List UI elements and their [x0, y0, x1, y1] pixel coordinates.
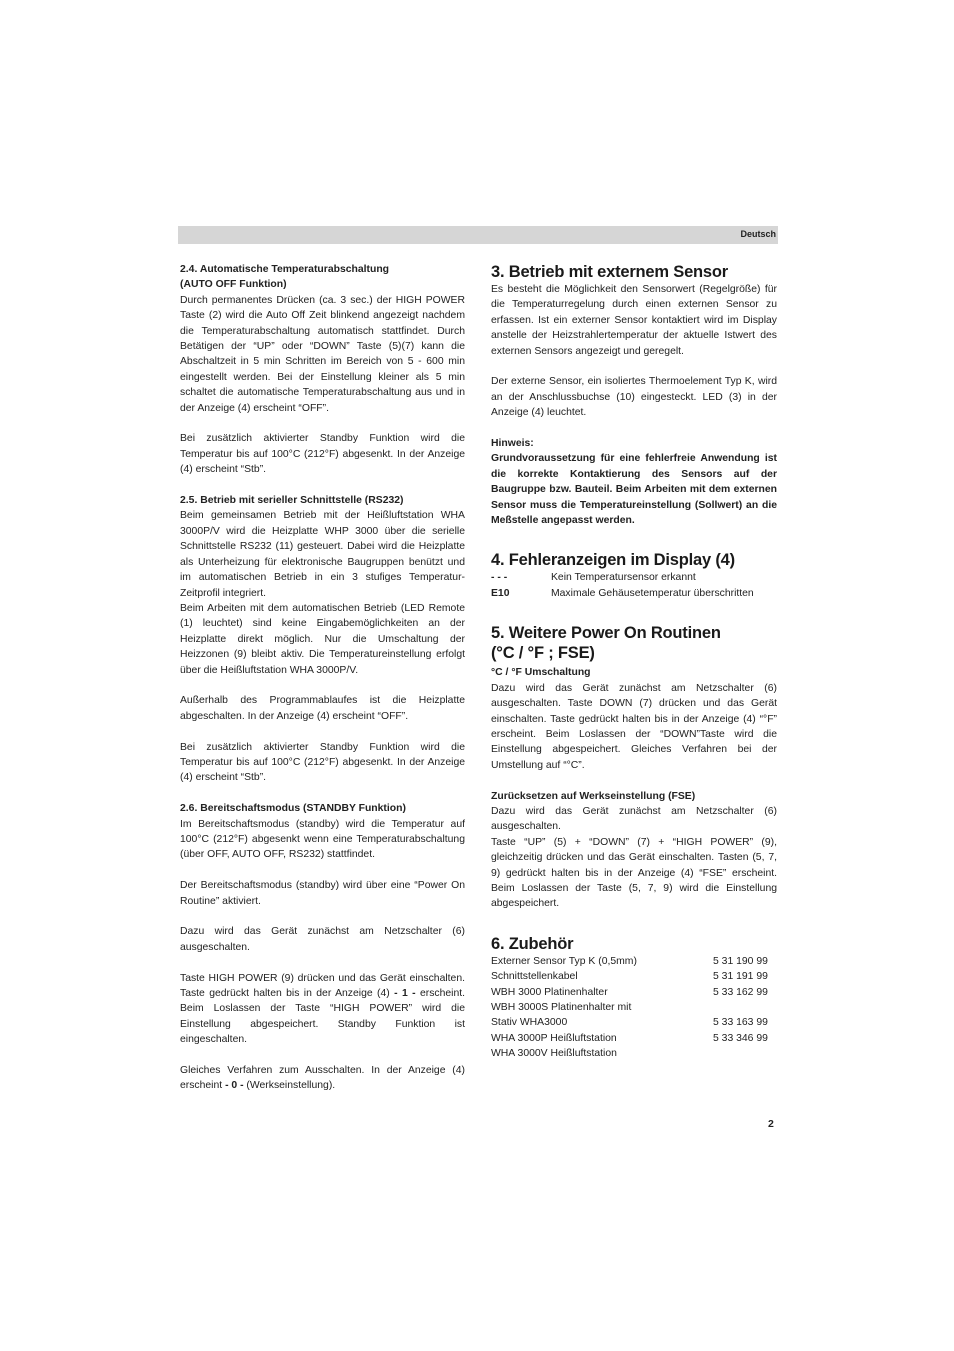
section-3	[491, 262, 777, 528]
section-5-heading: 5. Weitere Power On Routinen	[491, 624, 721, 643]
section-2-4	[180, 262, 465, 478]
error-code: - - -	[491, 572, 508, 584]
section-2-5	[180, 493, 465, 786]
paragraph: Dazu wird das Gerät zunächst am Netzschalter (6) ausgeschalten.	[180, 926, 465, 953]
section-6-heading: 6. Zubehör	[491, 934, 574, 953]
paragraph	[180, 971, 465, 1048]
accessory-code	[713, 1046, 777, 1061]
paragraph: Dazu wird das Gerät zunächst am Netzschalter (6) ausgeschalten.	[491, 805, 777, 833]
error-text: Maximale Gehäusetemperatur überschritten	[551, 587, 754, 599]
accessory-row	[491, 1000, 777, 1015]
text: (Werkseinstellung).	[243, 1080, 336, 1092]
text: erscheint. Beim Loslassen der Taste “HIGH POWER” wird die Einstellung abgespeichert. Standby Funktion ist eingeschalten.	[180, 987, 466, 1046]
accessory-name: Stativ WHA3000	[491, 1017, 568, 1029]
right-column	[491, 262, 777, 1062]
accessory-name: WBH 3000 Platinenhalter	[491, 986, 608, 998]
paragraph: Es besteht die Möglichkeit den Sensorwert (Regelgröße) für die Temperaturregelung durch einen externen Sensor zu erfassen. Ist ein externer Sensor kontaktiert wird im Display anstelle der Heizstrahlertemperatur der aktuelle Istwert des externen Sensors angezeigt und geregelt.	[491, 284, 777, 357]
accessory-row	[491, 985, 777, 1000]
note-text: Grundvoraussetzung für eine fehlerfreie Anwendung ist die korrekte Kontaktierung des Sensors auf der Baugruppe bzw. Bauteil. Beim Arbeiten mit dem externen Sensor muss die Temperatureinstellung (Sollwert) an die Meßstelle angepasst werden.	[491, 453, 777, 527]
section-5	[491, 623, 777, 911]
text: Taste HIGH POWER (9) drücken und das Gerät einschalten. Taste gedrückt halten bis in der Anzeige (4)	[180, 972, 465, 999]
accessory-row	[491, 1031, 777, 1046]
subheading: °C / °F Umschaltung	[491, 667, 591, 679]
section-2-4-subtitle: (AUTO OFF Funktion)	[180, 279, 287, 291]
section-2-6-title: 2.6. Bereitschaftsmodus (STANDBY Funktion)	[180, 803, 406, 815]
display-value: - 1 -	[394, 987, 416, 999]
paragraph: Beim Arbeiten mit dem automatischen Betrieb (LED Remote (1) leuchtet) sind keine Eingabemöglichkeiten an der Heizplatte direkt möglich. Nur die Umschaltung der Heizzonen (9) bleibt aktiv. Die Temperatureinstellung erfolgt über die Heißluftstation WHA 3000P/V.	[180, 602, 465, 676]
paragraph: Der Bereitschaftsmodus (standby) wird über eine “Power On Routine” aktiviert.	[180, 880, 465, 907]
paragraph: Beim gemeinsamen Betrieb mit der Heißluftstation WHA 3000P/V wird die Heizplatte WHP 3000 über die serielle Schnittstelle RS232 (11) gesteuert. Dabei wird die Heizplatte als Unterheizung für elektronische Baugruppen benützt und im automatischen Betrieb in ein 3 stufiges Temperatur-Zeitprofil integriert.	[180, 510, 465, 599]
left-column	[180, 262, 465, 1094]
accessory-name: Externer Sensor Typ K (0,5mm)	[491, 955, 637, 967]
error-row	[491, 570, 777, 585]
section-4-heading: 4. Fehleranzeigen im Display (4)	[491, 551, 735, 570]
display-value: - 0 -	[225, 1080, 244, 1092]
section-5-heading-line2: (°C / °F ; FSE)	[491, 644, 595, 663]
accessory-name: WHA 3000V Heißluftstation	[491, 1048, 617, 1060]
accessory-code	[713, 1000, 777, 1015]
paragraph: Im Bereitschaftsmodus (standby) wird die Temperatur auf 100°C (212°F) abgesenkt wenn eine Temperaturabschaltung (über OFF, AUTO OFF, RS232) stattfindet.	[180, 818, 465, 861]
error-row	[491, 586, 777, 601]
paragraph: Dazu wird das Gerät zunächst am Netzschalter (6) ausgeschalten. Taste DOWN (7) drücken und das Gerät einschalten. Taste gedrückt halten bis in der Anzeige (4) “°F” erscheint. Beim Loslassen der “DOWN”Taste wird die Einstellung abgespeichert. Gleiches Verfahren bei der Umstellung auf “°C”.	[491, 682, 777, 771]
error-code: E10	[491, 587, 510, 599]
accessory-code: 5 31 190 99	[713, 955, 768, 967]
section-4	[491, 550, 777, 601]
paragraph: Bei zusätzlich aktivierter Standby Funktion wird die Temperatur bis auf 100°C (212°F) abgesenkt. In der Anzeige (4) erscheint “Stb”.	[180, 741, 465, 784]
paragraph: Durch permanentes Drücken (ca. 3 sec.) der HIGH POWER Taste (2) wird die Auto Off Zeit blinkend angezeigt nachdem die Temperaturabschaltung automatisch stattfindet. Durch Betätigen der “UP” oder “DOWN” Taste (5)(7) kann die Abschaltzeit in 5 min Schritten im Bereich von 5 - 600 min eingestellt werden. Bei der Einstellung kleiner als 5 min schaltet die automatische Temperaturabschaltung aus und in der Anzeige (4) erscheint “OFF”.	[180, 294, 465, 414]
paragraph: Bei zusätzlich aktivierter Standby Funktion wird die Temperatur bis auf 100°C (212°F) abgesenkt. In der Anzeige (4) erscheint “Stb”.	[180, 433, 465, 476]
accessory-code: 5 33 163 99	[713, 1017, 768, 1029]
accessory-name: WHA 3000P Heißluftstation	[491, 1032, 617, 1044]
accessory-code: 5 33 162 99	[713, 986, 768, 998]
accessory-name: WBH 3000S Platinenhalter mit	[491, 1001, 632, 1013]
subheading: Zurücksetzen auf Werkseinstellung (FSE)	[491, 790, 696, 802]
accessory-row	[491, 969, 777, 984]
page-number: 2	[768, 1118, 774, 1130]
header-bar	[178, 226, 778, 244]
error-text: Kein Temperatursensor erkannt	[551, 572, 696, 584]
note-label: Hinweis:	[491, 438, 534, 450]
paragraph: Taste “UP” (5) + “DOWN” (7) + “HIGH POWER” (9), gleichzeitig drücken und das Gerät einschalten. Tasten (5, 7, 9) gedrückt halten bis in der Anzeige (4) “FSE” erscheint. Beim Loslassen der Taste (5, 7, 9) wird die Einstellung abgespeichert.	[491, 836, 777, 910]
accessory-code: 5 31 191 99	[713, 971, 768, 983]
accessory-row	[491, 1015, 777, 1030]
paragraph: Außerhalb des Programmablaufes ist die Heizplatte abgeschalten. In der Anzeige (4) erscheint “OFF”.	[180, 695, 465, 722]
section-3-heading: 3. Betrieb mit externem Sensor	[491, 263, 729, 281]
language-label: Deutsch	[740, 229, 776, 239]
accessory-code: 5 33 346 99	[713, 1032, 768, 1044]
paragraph	[180, 1063, 465, 1094]
section-2-4-title: 2.4. Automatische Temperaturabschaltung	[180, 264, 390, 275]
section-2-6	[180, 801, 465, 1094]
accessory-row	[491, 954, 777, 969]
text: Gleiches Verfahren zum Ausschalten. In der Anzeige (4) erscheint	[180, 1064, 465, 1092]
section-2-5-title: 2.5. Betrieb mit serieller Schnittstelle (RS232)	[180, 495, 404, 507]
section-6	[491, 934, 777, 1062]
accessory-name: Schnittstellenkabel	[491, 971, 578, 983]
accessory-row	[491, 1046, 777, 1061]
paragraph: Der externe Sensor, ein isoliertes Thermoelement Typ K, wird an der Anschlussbuchse (10) eingesteckt. LED (3) in der Anzeige (4) leuchtet.	[491, 376, 777, 419]
